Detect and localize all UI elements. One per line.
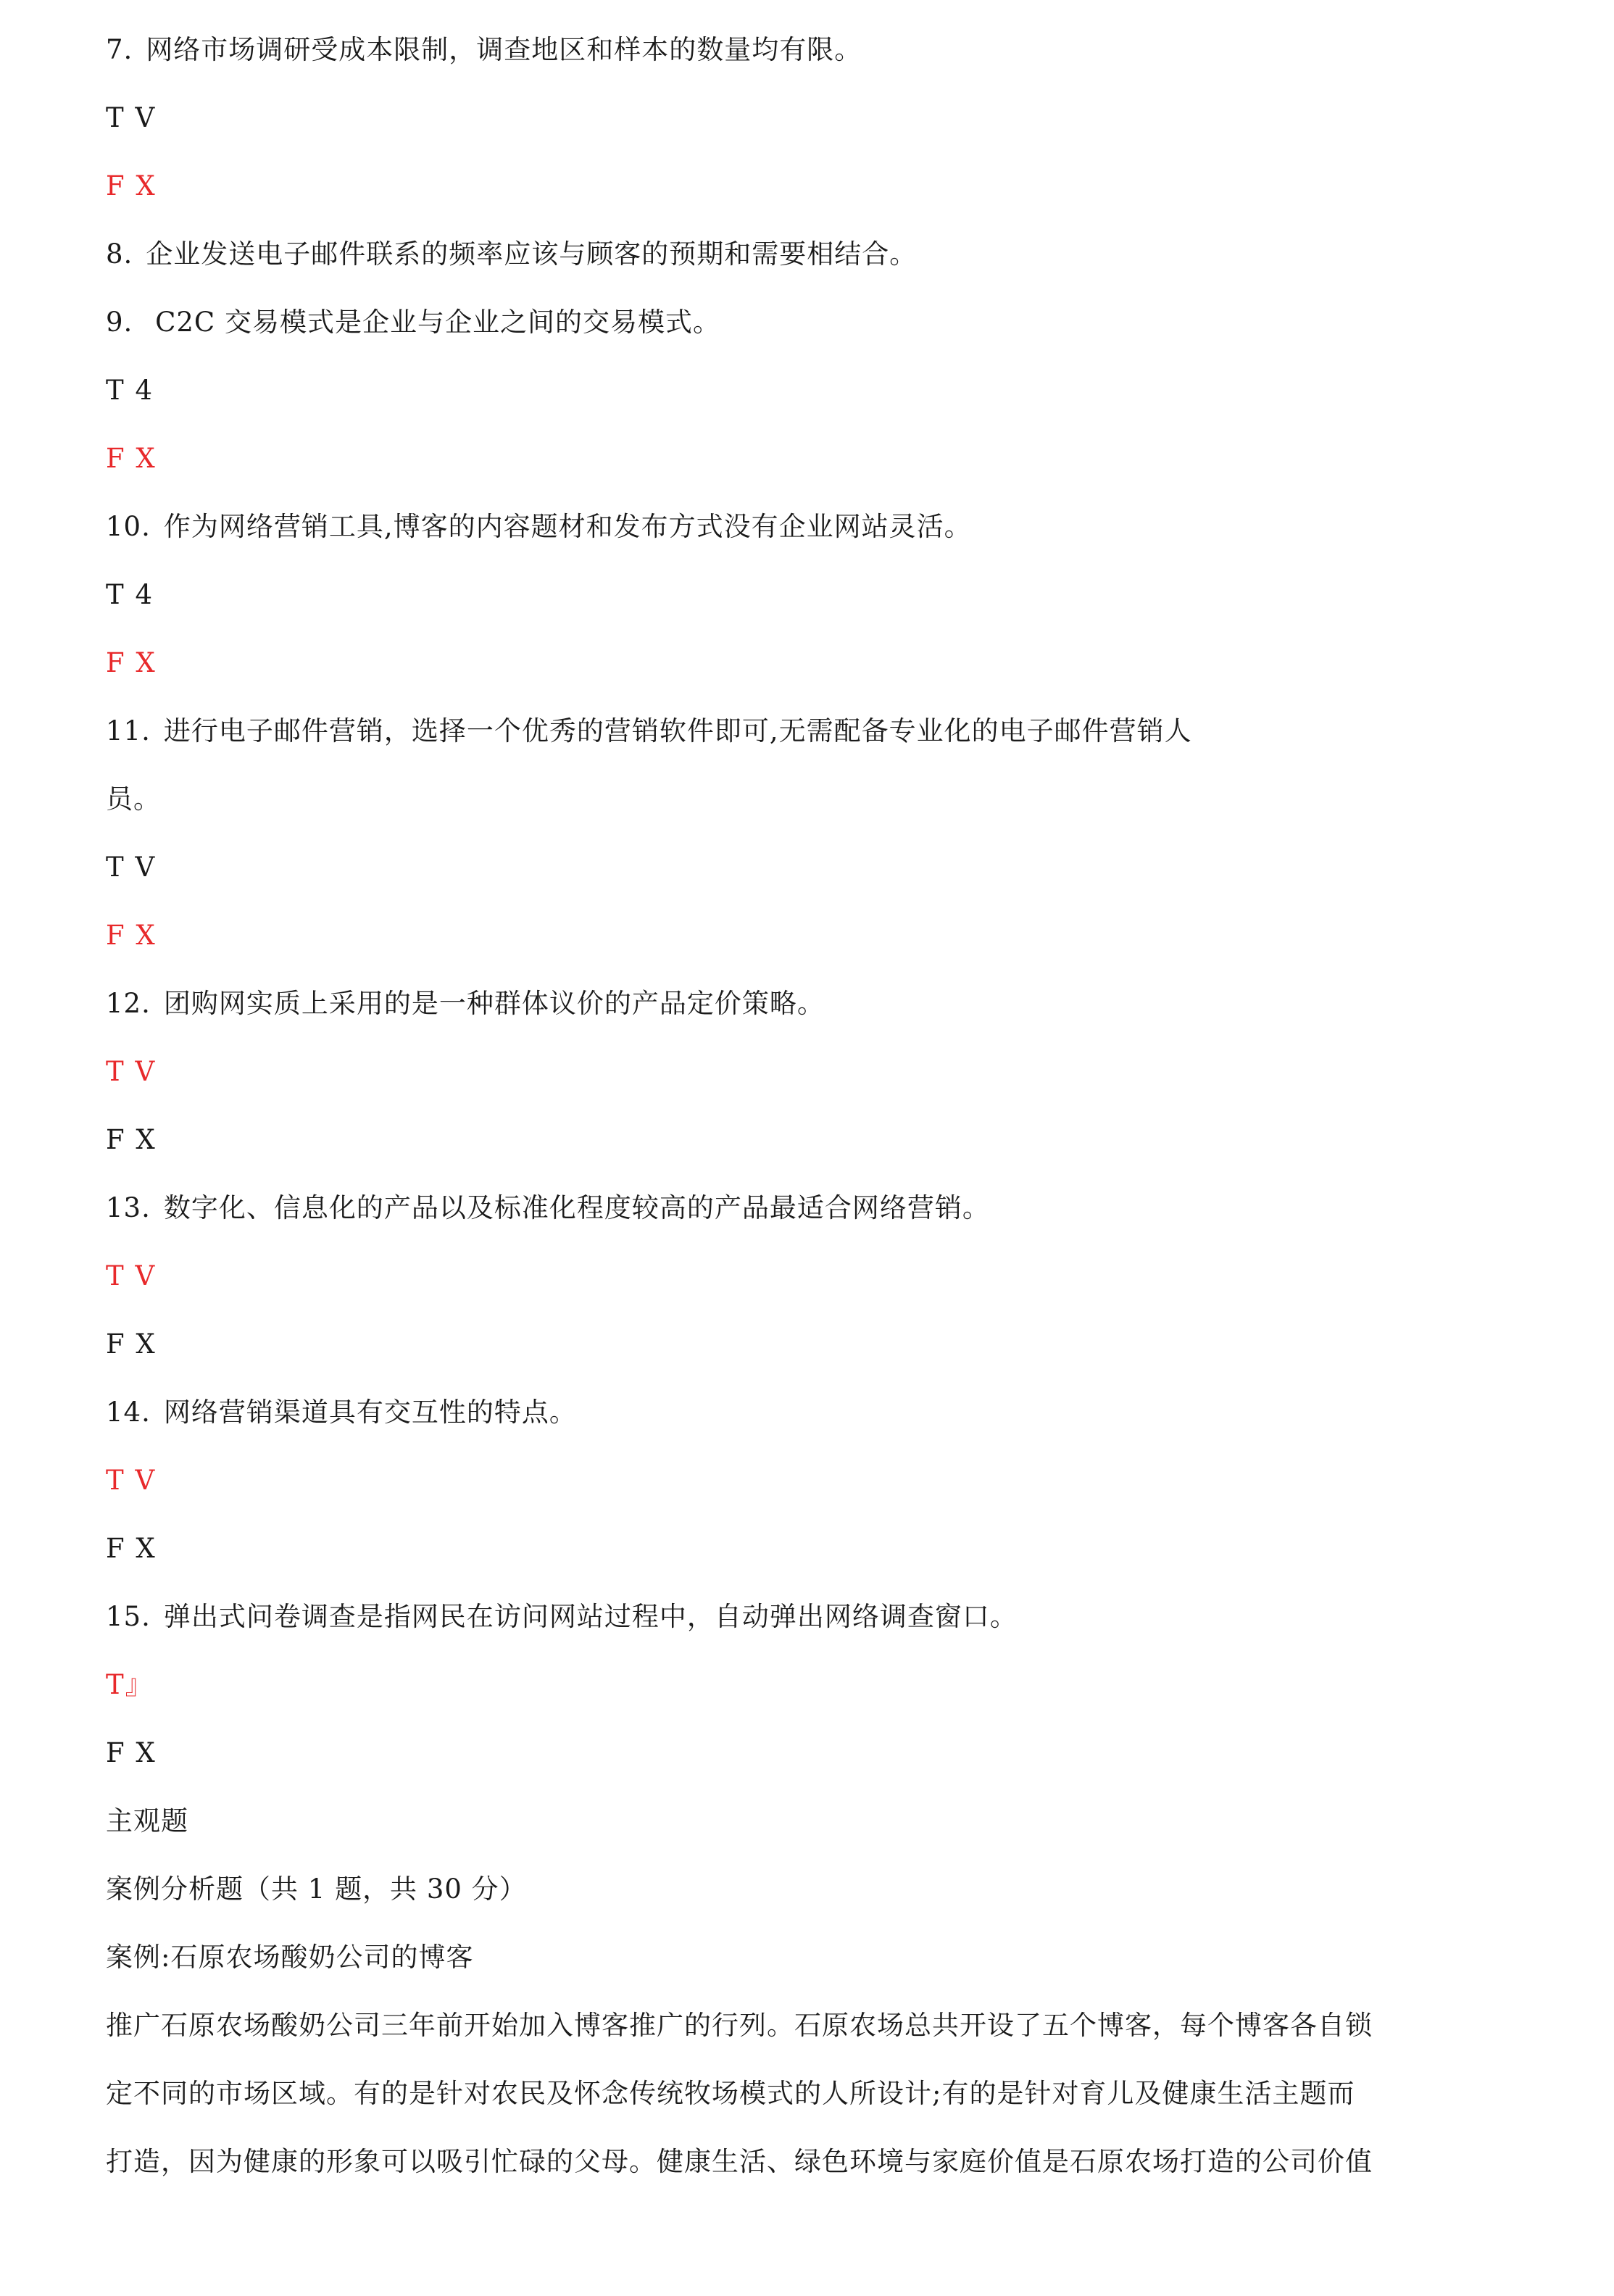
question-text: 进行电子邮件营销，选择一个优秀的营销软件即可,无需配备专业化的电子邮件营销人 <box>163 715 1192 746</box>
case-title: 案例:石原农场酸奶公司的博客 <box>106 1942 474 1973</box>
option-false: F X <box>106 1328 157 1360</box>
paragraph-line: 推广石原农场酸奶公司三年前开始加入博客推广的行列。石原农场总共开设了五个博客，每个博客各自锁 <box>106 2010 1373 2041</box>
question-text: 网络市场调研受成本限制，调查地区和样本的数量均有限。 <box>146 34 862 65</box>
paragraph-line: 定不同的市场区域。有的是针对农民及怀念传统牧场模式的人所设计;有的是针对育儿及健康生活主题而 <box>106 2078 1355 2109</box>
option-true: T V <box>106 852 157 883</box>
option-true: T V <box>106 102 157 133</box>
question-9 <box>106 288 1526 357</box>
option-true-selected: T V <box>106 1056 157 1087</box>
option-false-selected: F X <box>106 920 157 951</box>
option-false: F X <box>106 1737 157 1768</box>
question-number: 13. <box>106 1192 151 1223</box>
option-true-selected: T V <box>106 1260 157 1292</box>
question-text: 弹出式问卷调查是指网民在访问网站过程中，自动弹出网络调查窗口。 <box>163 1601 1018 1632</box>
option-false: F X <box>106 1124 157 1155</box>
question-11-continued: 员。 <box>106 783 161 815</box>
section-subheading: 案例分析题（共 1 题，共 30 分） <box>106 1873 527 1905</box>
paragraph-line: 打造，因为健康的形象可以吸引忙碌的父母。健康生活、绿色环境与家庭价值是石原农场打造的公司价值 <box>106 2146 1373 2177</box>
question-number: 14. <box>106 1397 151 1428</box>
question-10 <box>106 493 1526 561</box>
question-12 <box>106 970 1526 1038</box>
option-true: T 4 <box>106 579 154 610</box>
question-8 <box>106 220 1526 288</box>
option-true-selected: T』 <box>106 1669 154 1700</box>
option-true: T 4 <box>106 375 154 406</box>
question-number: 15. <box>106 1601 151 1632</box>
option-false-selected: F X <box>106 170 157 201</box>
question-14 <box>106 1378 1526 1447</box>
question-number: 9. <box>106 307 133 338</box>
option-false-selected: F X <box>106 647 157 678</box>
question-number: 10. <box>106 511 151 542</box>
question-number: 7. <box>106 34 133 65</box>
question-number: 11. <box>106 715 151 746</box>
option-true-selected: T V <box>106 1465 157 1496</box>
option-false-selected: F X <box>106 443 157 474</box>
question-13 <box>106 1174 1526 1242</box>
question-number: 12. <box>106 988 151 1019</box>
question-text: 数字化、信息化的产品以及标准化程度较高的产品最适合网络营销。 <box>163 1192 990 1223</box>
question-11 <box>106 697 1526 765</box>
question-text: 网络营销渠道具有交互性的特点。 <box>163 1397 577 1428</box>
case-paragraph <box>106 1992 1526 2196</box>
question-15 <box>106 1583 1526 1651</box>
section-heading: 主观题 <box>106 1805 188 1837</box>
question-text: 企业发送电子邮件联系的频率应该与顾客的预期和需要相结合。 <box>146 238 918 270</box>
question-text: C2C 交易模式是企业与企业之间的交易模式。 <box>146 307 720 338</box>
question-number: 8. <box>106 238 133 270</box>
question-text: 作为网络营销工具,博客的内容题材和发布方式没有企业网站灵活。 <box>163 511 972 542</box>
option-false: F X <box>106 1533 157 1564</box>
document-page <box>106 16 1526 2196</box>
question-text: 团购网实质上采用的是一种群体议价的产品定价策略。 <box>163 988 825 1019</box>
question-7 <box>106 16 1526 84</box>
